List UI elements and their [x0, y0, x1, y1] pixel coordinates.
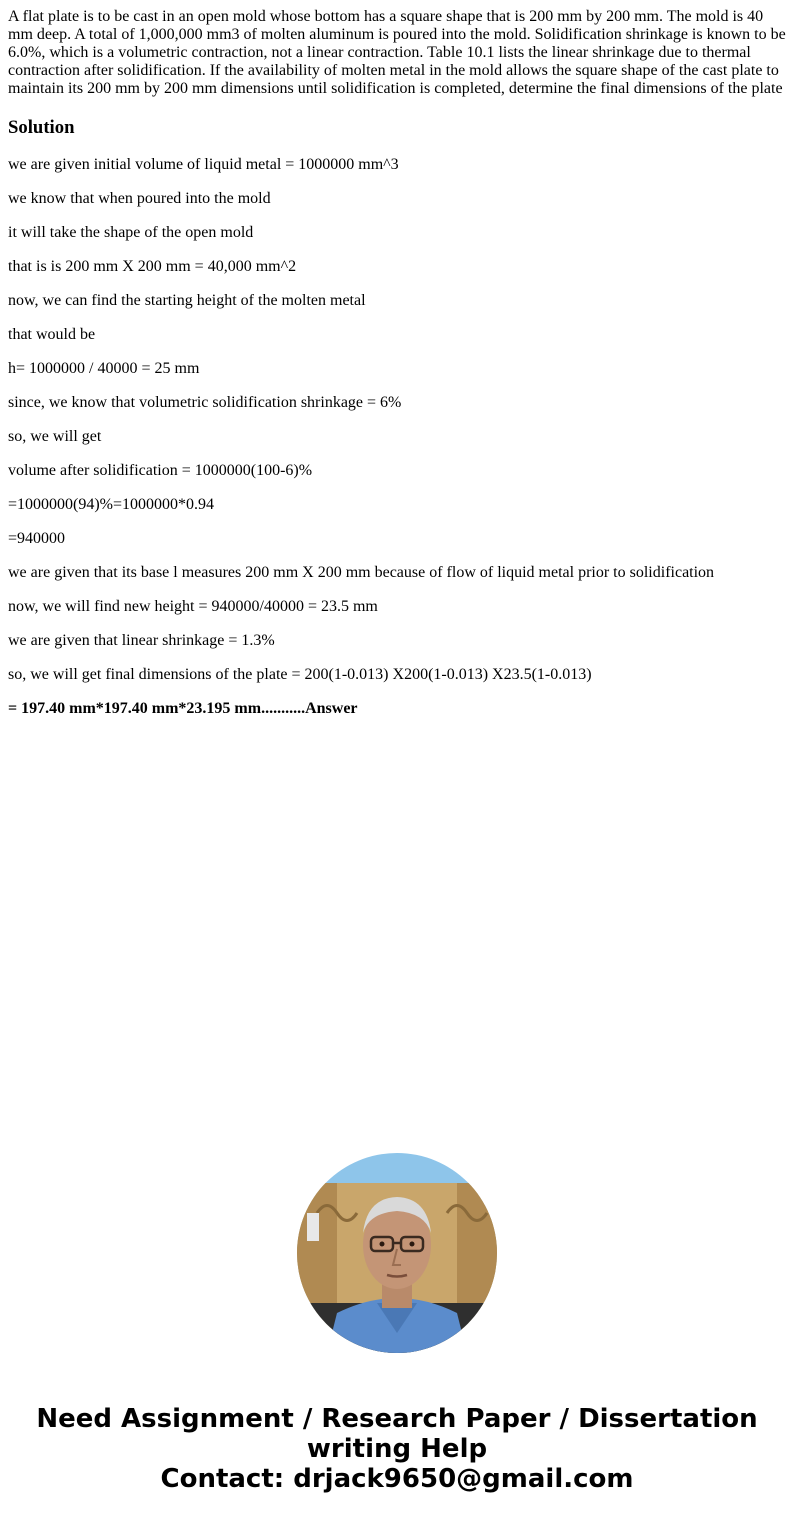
solution-heading: Solution [8, 117, 75, 138]
solution-step: now, we will find new height = 940000/40000 = 23.5 mm [8, 598, 378, 615]
promo-banner [0, 1404, 794, 1494]
solution-step: h= 1000000 / 40000 = 25 mm [8, 360, 200, 377]
solution-step: now, we can find the starting height of the molten metal [8, 292, 366, 309]
solution-step: so, we will get [8, 428, 102, 445]
solution-step: since, we know that volumetric solidification shrinkage = 6% [8, 394, 402, 411]
solution-step: we know that when poured into the mold [8, 190, 271, 207]
solution-step: =1000000(94)%=1000000*0.94 [8, 496, 215, 513]
solution-step: we are given that its base l measures 200 mm X 200 mm because of flow of liquid metal prior to solidification [8, 564, 715, 581]
solution-step: it will take the shape of the open mold [8, 224, 254, 241]
avatar [297, 1153, 497, 1353]
solution-step: so, we will get final dimensions of the plate = 200(1-0.013) X200(1-0.013) X23.5(1-0.013) [8, 666, 592, 683]
solution-step: that is is 200 mm X 200 mm = 40,000 mm^2 [8, 258, 297, 275]
solution-step: we are given that linear shrinkage = 1.3% [8, 632, 275, 649]
solution-steps [8, 156, 786, 718]
promo-contact: Contact: drjack9650@gmail.com [160, 1464, 634, 1494]
document-body [8, 8, 786, 734]
tutor-portrait-image [297, 1153, 497, 1353]
solution-step: volume after solidification = 1000000(100-6)% [8, 462, 313, 479]
promo-line: writing Help [306, 1434, 488, 1464]
solution-step: =940000 [8, 530, 66, 547]
solution-step: that would be [8, 326, 96, 343]
solution-step: we are given initial volume of liquid metal = 1000000 mm^3 [8, 156, 399, 173]
promo-line: Need Assignment / Research Paper / Dissertation [36, 1404, 758, 1434]
final-answer: = 197.40 mm*197.40 mm*23.195 mm...........Answer [8, 700, 358, 717]
question-text: A flat plate is to be cast in an open mold whose bottom has a square shape that is 200 mm by 200 mm. The mold is 40 mm deep. A total of 1,000,000 mm3 of molten aluminum is poured into the mold. Solidification shrinkage is known to be 6.0%, which is a volumetric contraction, not a linear contraction. Table 10.1 lists the linear shrinkage due to thermal contraction after solidification. If the availability of molten metal in the mold allows the square shape of the cast plate to maintain its 200 mm by 200 mm dimensions until solidification is completed, determine the final dimensions of the plate [8, 8, 786, 97]
